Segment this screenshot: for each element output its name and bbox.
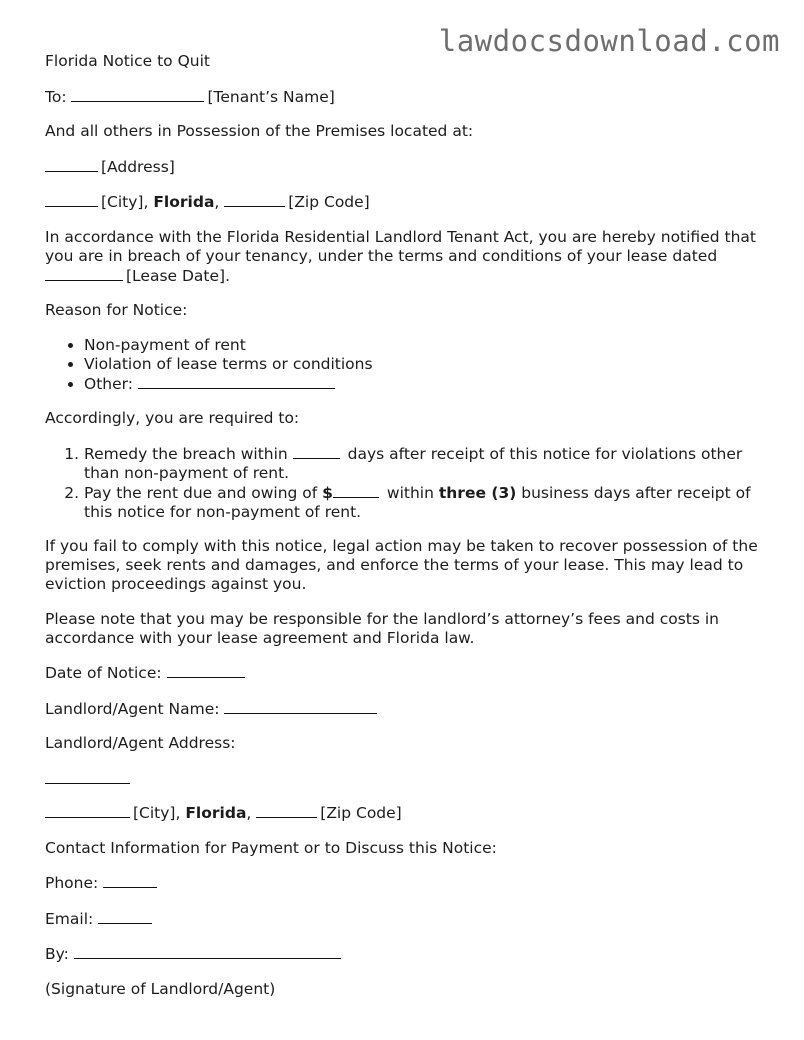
required-heading: Accordingly, you are required to: [45, 409, 300, 427]
req1-after: days after receipt of this notice for violations other than non-payment of rent. [84, 444, 743, 482]
req1-before: Remedy the breach within [84, 444, 288, 463]
agent-zip-hint: [Zip Code] [320, 804, 402, 822]
agent-address-line [45, 769, 770, 788]
address-hint: [Address] [101, 157, 175, 176]
date-blank[interactable] [167, 663, 245, 678]
city-blank[interactable] [45, 192, 98, 207]
watermark: lawdocsdownload.com [438, 24, 780, 58]
remedy-days-blank[interactable] [293, 444, 340, 459]
phone-line [45, 873, 770, 893]
tenant-name-hint: [Tenant’s Name] [207, 87, 335, 106]
city-hint: [City], [101, 193, 149, 211]
agent-address-blank[interactable] [45, 769, 130, 784]
requirement-list [45, 444, 770, 522]
agent-address-label: Landlord/Agent Address: [45, 734, 236, 752]
date-line [45, 663, 770, 683]
requirement-item [84, 444, 770, 483]
agent-name-line [45, 699, 770, 719]
zip-hint: [Zip Code] [288, 193, 370, 211]
intro-text: In accordance with the Florida Residential Landlord Tenant Act, you are hereby notified that you are in breach of your tenancy, under the terms and conditions of your lease dated [45, 227, 756, 265]
city-line: [City], Florida, [Zip Code] [45, 192, 770, 212]
rent-amount-blank[interactable] [333, 483, 379, 498]
lease-date-blank[interactable] [45, 266, 123, 281]
tenant-name-blank[interactable] [71, 87, 204, 102]
by-label: By: [45, 945, 69, 963]
phone-label: Phone: [45, 874, 99, 892]
agent-name-label: Landlord/Agent Name: [45, 699, 220, 718]
signature-blank[interactable] [74, 944, 341, 959]
reason-item: • Non-payment of rent [84, 336, 770, 355]
contact-label: Contact Information for Payment or to Discuss this Notice: [45, 838, 497, 857]
zip-blank[interactable] [224, 192, 285, 207]
req2-after: business days after receipt of this notice for non-payment of rent. [84, 483, 751, 521]
agent-city-hint: [City], [133, 804, 181, 822]
to-label: To: [45, 87, 67, 106]
lease-date-hint: [Lease Date]. [126, 266, 231, 285]
fees-paragraph: Please note that you may be responsible for the landlord’s attorney’s fees and costs in accordance with your lease agreement and Florida law. [45, 609, 720, 647]
signature-caption: (Signature of Landlord/Agent) [45, 979, 276, 998]
email-label: Email: [45, 909, 94, 928]
to-line [45, 87, 770, 107]
signature-line [45, 944, 770, 964]
reason-item: • Violation of lease terms or conditions [84, 355, 770, 374]
reason-other-label: Other: [84, 374, 133, 393]
requirement-item [84, 483, 770, 522]
agent-city-blank[interactable] [45, 803, 130, 818]
possession-text: And all others in Possession of the Premises located at: [45, 122, 474, 140]
fail-paragraph: If you fail to comply with this notice, legal action may be taken to recover possession of the premises, seek rents and damages, and enforce the terms of your lease. This may lead to eviction proceedings against you. [45, 537, 758, 593]
agent-zip-blank[interactable] [256, 803, 317, 818]
three-days: three (3) [438, 483, 517, 502]
agent-city-line: [City], Florida, [Zip Code] [45, 803, 770, 823]
dollar-sign: $ [322, 483, 333, 502]
email-line [45, 909, 770, 929]
reason-heading: Reason for Notice: [45, 301, 188, 319]
reason-item [84, 374, 770, 394]
address-line [45, 157, 770, 177]
state-name: Florida [153, 193, 215, 211]
date-label: Date of Notice: [45, 664, 162, 682]
intro-paragraph [45, 228, 770, 286]
agent-name-blank[interactable] [224, 699, 377, 714]
email-blank[interactable] [98, 909, 152, 924]
document-title: Florida Notice to Quit [45, 52, 210, 70]
agent-state-name: Florida [185, 804, 247, 822]
other-reason-blank[interactable] [138, 374, 335, 389]
phone-blank[interactable] [103, 873, 157, 888]
req2-within: within [386, 483, 434, 502]
reason-list [45, 336, 770, 394]
req2-before: Pay the rent due and owing of [84, 483, 318, 502]
notice-document [45, 52, 770, 1014]
address-blank[interactable] [45, 157, 98, 172]
